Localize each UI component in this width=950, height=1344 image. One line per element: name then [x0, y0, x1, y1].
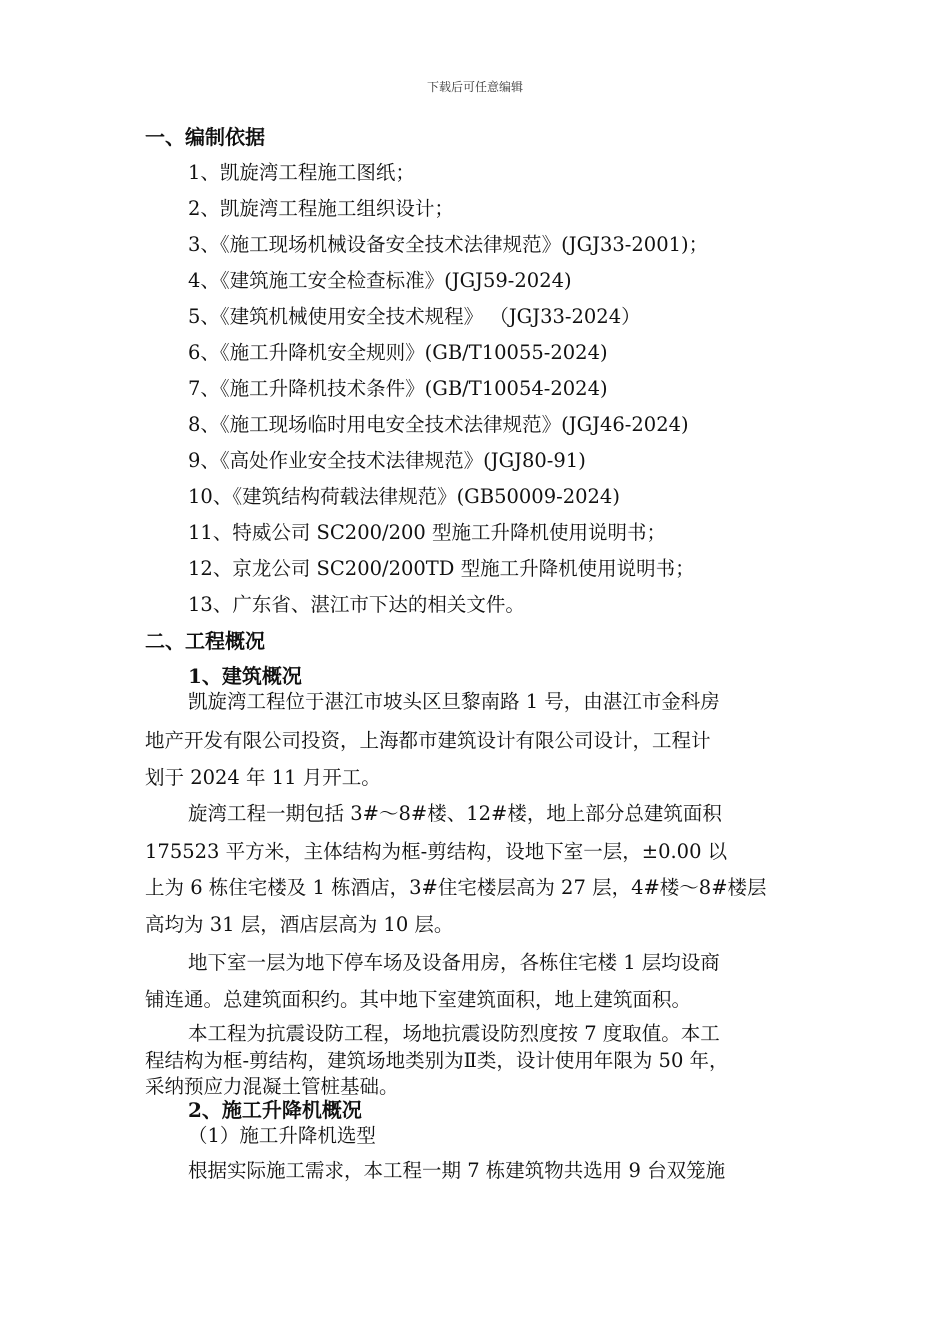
paragraph-line: 凯旋湾工程位于湛江市坡头区旦黎南路 1 号，由湛江市金科房: [188, 690, 720, 713]
paragraph-line: 本工程为抗震设防工程，场地抗震设防烈度按 7 度取值。本工: [188, 1022, 720, 1045]
paragraph-line: 采纳预应力混凝土管桩基础。: [145, 1075, 399, 1098]
section-title: 二、工程概况: [145, 629, 265, 653]
list-item: 3、《施工现场机械设备安全技术法律规范》(JGJ33-2001)；: [188, 233, 709, 256]
section-title: 一、编制依据: [145, 125, 265, 149]
paragraph-line: 175523 平方米，主体结构为框-剪结构，设地下室一层，±0.00 以: [145, 840, 728, 863]
list-item: 7、《施工升降机技术条件》(GB/T10054-2024): [188, 377, 608, 400]
list-item: 13、广东省、湛江市下达的相关文件。: [188, 593, 525, 616]
list-item: 11、特威公司 SC200/200 型施工升降机使用说明书；: [188, 521, 666, 544]
list-item: 2、凯旋湾工程施工组织设计；: [188, 197, 454, 220]
page-header: 下载后可任意编辑: [426, 80, 523, 94]
paragraph-line: 上为 6 栋住宅楼及 1 栋酒店，3#住宅楼层高为 27 层，4#楼～8#楼层: [145, 876, 767, 899]
paragraph-line: 根据实际施工需求，本工程一期 7 栋建筑物共选用 9 台双笼施: [188, 1159, 726, 1182]
subsection-title: 2、施工升降机概况: [188, 1098, 362, 1122]
paragraph-line: 铺连通。总建筑面积约。其中地下室建筑面积，地上建筑面积。: [145, 988, 692, 1011]
paragraph-line: 高均为 31 层，酒店层高为 10 层。: [145, 913, 454, 936]
paragraph-line: 划于 2024 年 11 月开工。: [145, 766, 381, 789]
list-item: 6、《施工升降机安全规则》(GB/T10055-2024): [188, 341, 608, 364]
paragraph-line: 地产开发有限公司投资，上海都市建筑设计有限公司设计，工程计: [145, 729, 711, 752]
subsection-title: 1、建筑概况: [188, 664, 302, 688]
paragraph-line: 地下室一层为地下停车场及设备用房，各栋住宅楼 1 层均设商: [188, 951, 720, 974]
list-item: 1、凯旋湾工程施工图纸；: [188, 161, 415, 184]
list-item: 9、《高处作业安全技术法律规范》(JGJ80-91): [188, 449, 586, 472]
list-item: 10、《建筑结构荷载法律规范》(GB50009-2024): [188, 485, 620, 508]
subsection-item: （1）施工升降机选型: [188, 1124, 376, 1147]
list-item: 8、《施工现场临时用电安全技术法律规范》(JGJ46-2024): [188, 413, 689, 436]
list-item: 12、京龙公司 SC200/200TD 型施工升降机使用说明书；: [188, 557, 695, 580]
list-item: 5、《建筑机械使用安全技术规程》 （JGJ33-2024）: [188, 305, 641, 328]
paragraph-line: 旋湾工程一期包括 3#～8#楼、12#楼，地上部分总建筑面积: [188, 802, 722, 825]
list-item: 4、《建筑施工安全检查标准》(JGJ59-2024): [188, 269, 572, 292]
paragraph-line: 程结构为框-剪结构，建筑场地类别为Ⅱ类，设计使用年限为 50 年，: [145, 1049, 729, 1072]
